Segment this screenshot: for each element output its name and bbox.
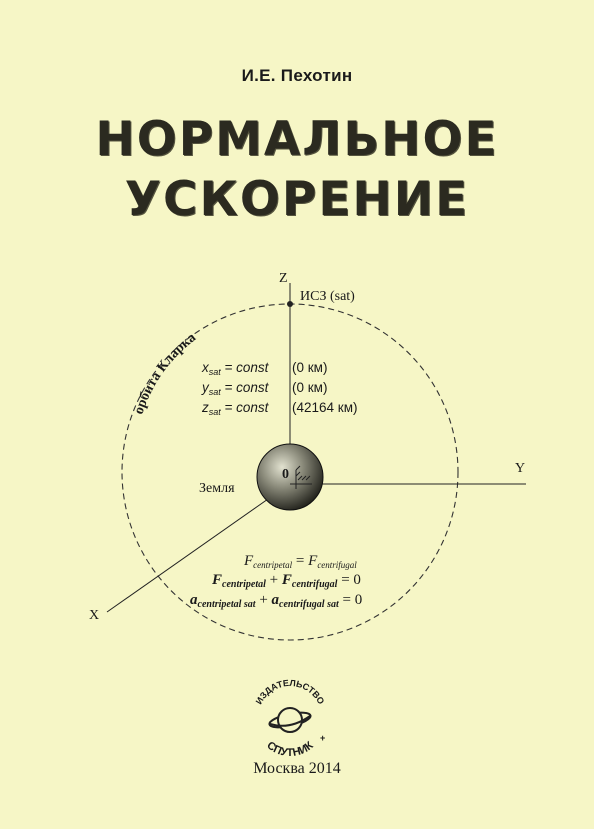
publisher-top-text — [254, 678, 327, 706]
eq1-b-sub: centrifugal — [317, 560, 357, 570]
satellite-marker — [287, 301, 293, 307]
eq1-a-sub: centripetal — [253, 560, 293, 570]
equation-2 — [211, 572, 361, 590]
axis-label-x: X — [89, 608, 100, 623]
title-line-2: УСКОРЕНИЕ — [124, 172, 470, 227]
eq2-rhs: = 0 — [337, 572, 361, 588]
satellite-label: ИСЗ (sat) — [300, 289, 355, 304]
eq1-op: = — [292, 553, 309, 569]
eq2-a: F — [212, 572, 223, 588]
eq3-a-sub: centripetal sat — [197, 599, 256, 610]
coord-y-rhs: = const — [220, 380, 269, 395]
equation-1 — [243, 553, 357, 570]
coord-x-var: x — [202, 360, 209, 375]
planet-icon — [278, 708, 302, 732]
earth-label: Земля — [199, 481, 235, 496]
orbit-label — [132, 330, 199, 416]
publisher-logo — [254, 678, 327, 759]
coord-z-var: z — [202, 400, 209, 415]
eq1-b: F — [308, 553, 318, 569]
city-year: Москва 2014 — [253, 760, 341, 777]
force-equations — [190, 553, 362, 610]
eq2-op: + — [265, 572, 282, 588]
eq1-a: F — [244, 553, 254, 569]
publisher-mark: + — [320, 733, 326, 743]
axis-label-z: Z — [279, 271, 288, 286]
equation-3 — [190, 592, 362, 610]
eq2-b: F — [281, 572, 292, 588]
eq3-rhs: = 0 — [338, 592, 363, 608]
eq2-a-sub: centripetal — [222, 579, 266, 590]
axis-label-y: Y — [515, 461, 526, 476]
coord-z — [201, 400, 270, 417]
coord-z-rhs: = const — [220, 400, 269, 415]
publisher-bottom-text — [264, 739, 315, 759]
eq3-a: a — [190, 592, 198, 608]
coord-x — [201, 360, 270, 377]
eq2-b-sub: centrifugal — [291, 579, 338, 590]
earth-globe — [257, 444, 323, 510]
coord-x-sub: sat — [208, 367, 221, 377]
coord-y — [201, 380, 270, 397]
origin-label: 0 — [282, 467, 289, 482]
coord-y-sub: sat — [208, 387, 221, 397]
publisher-top-path: ИЗДАТЕЛЬСТВО — [253, 677, 327, 706]
coord-x-rhs: = const — [220, 360, 269, 375]
coord-y-var: y — [202, 380, 209, 395]
publisher-bottom-path: СПУТНИК — [264, 739, 316, 760]
title-line-1: НОРМАЛЬНОЕ — [95, 112, 499, 167]
coord-y-value: (0 км) — [292, 380, 328, 395]
author: И.Е. Пехотин — [241, 66, 353, 85]
coord-x-value: (0 км) — [292, 360, 328, 375]
eq3-b-sub: centrifugal sat — [279, 599, 339, 610]
coord-z-sub: sat — [208, 407, 221, 417]
eq3-b: a — [271, 592, 280, 608]
eq3-op: + — [255, 592, 272, 608]
orbit-label-path: орбита Кларка — [131, 330, 199, 417]
coordinate-equations — [201, 360, 357, 417]
coord-z-value: (42164 км) — [292, 400, 358, 415]
